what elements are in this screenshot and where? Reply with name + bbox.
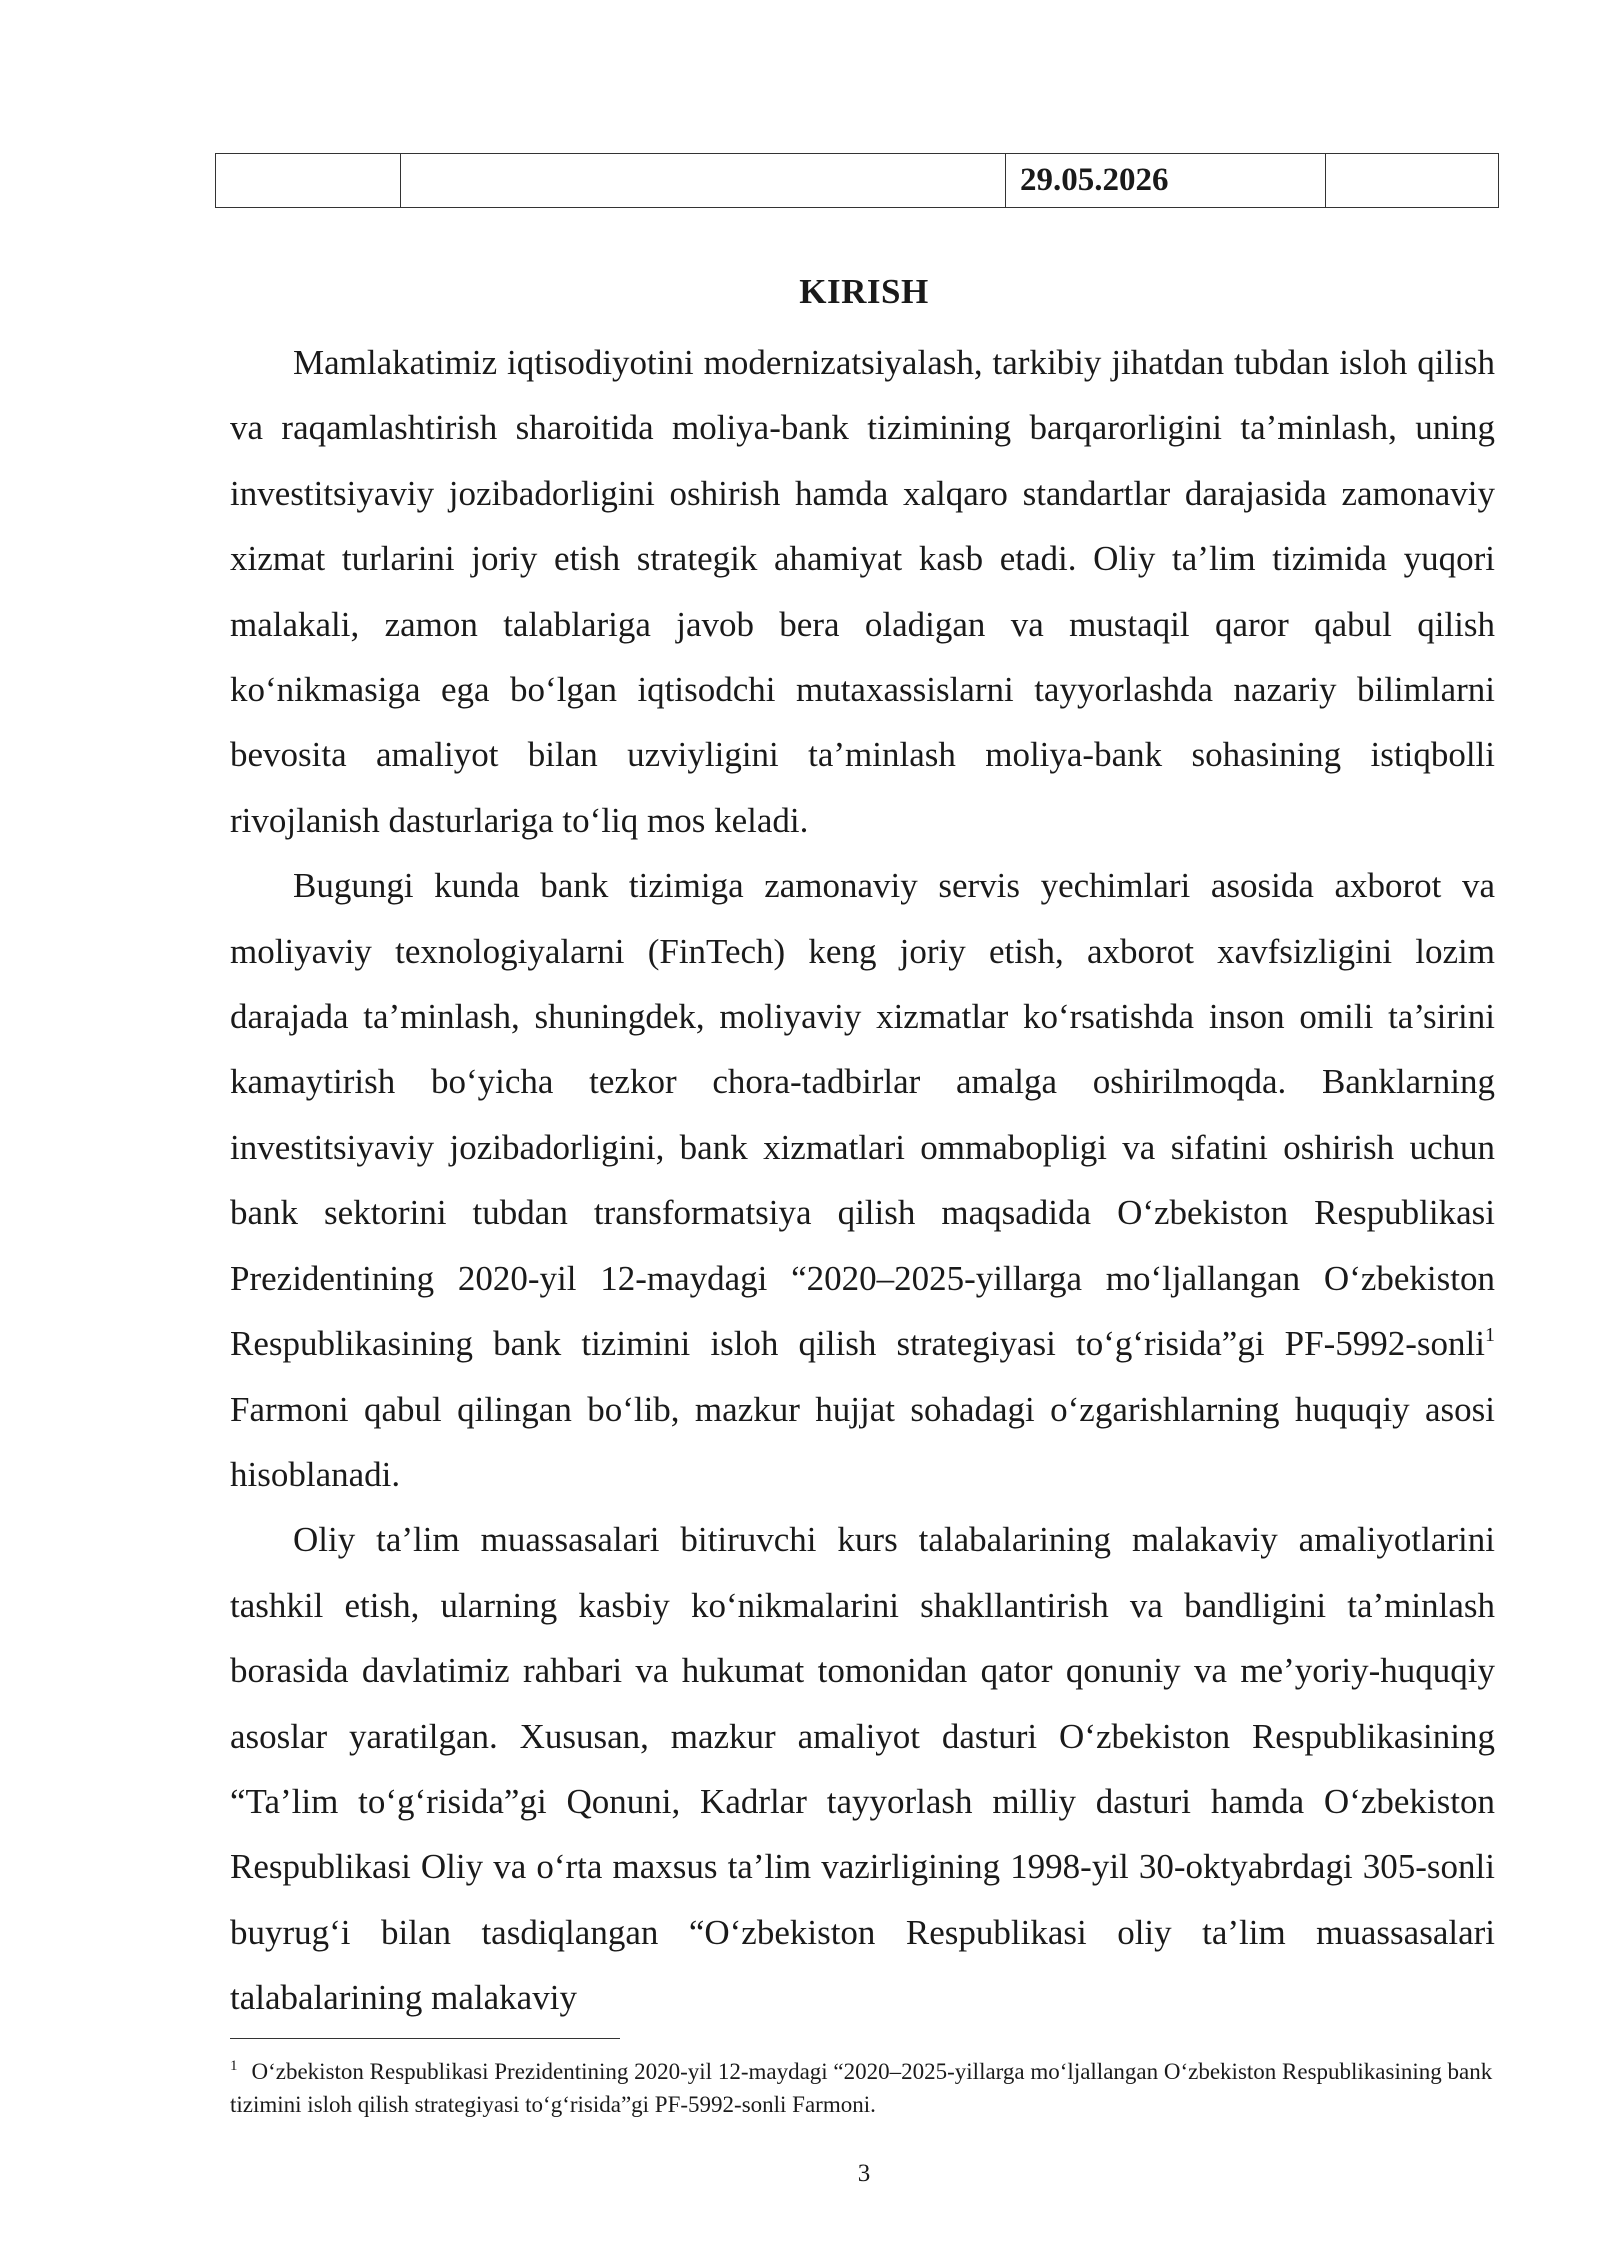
header-cell-2 bbox=[401, 154, 1006, 208]
paragraph-2 bbox=[230, 853, 1495, 1507]
page-number: 3 bbox=[857, 2160, 871, 2187]
paragraph-2-text-before-ref: Bugungi kunda bank tizimiga zamonaviy servis yechimlari asosida axborot va moliyaviy texnologiyalarni (FinTech) keng joriy etish, axborot xavfsizligini lozim darajada ta’minlash, shuningdek, moliyaviy xizmatlar ko‘rsatishda inson omili ta’sirini kamaytirish bo‘yicha tezkor chora-tadbirlar amalga oshirilmoqda. Banklarning investitsiyaviy jozibadorligini, bank xizmatlari ommabopligi va sifatini oshirish uchun bank sektorini tubdan transformatsiya qilish maqsadida O‘zbekiston Respublikasi Prezidentining 2020-yil 12-maydagi “2020–2025-yillarga mo‘ljallangan O‘zbekiston Respublikasining bank tizimini isloh qilish strategiyasi to‘g‘risida”gi PF-5992-sonli bbox=[230, 866, 1495, 1364]
footnote-separator bbox=[230, 2038, 620, 2039]
header-cell-1 bbox=[216, 154, 401, 208]
paragraph-3: Oliy ta’lim muassasalari bitiruvchi kurs talabalarining malakaviy amaliyotlarini tashkil etish, ularning kasbiy ko‘nikmalarini shakllantirish va bandligini ta’minlash borasida davlatimiz rahbari va hukumat tomonidan qator qonuniy va me’yoriy-huquqiy asoslar yaratilgan. Xususan, mazkur amaliyot dasturi O‘zbekiston Respublikasining “Ta’lim to‘g‘risida”gi Qonuni, Kadrlar tayyorlash milliy dasturi hamda O‘zbekiston Respublikasi Oliy va o‘rta maxsus ta’lim vazirligining 1998-yil 30-oktyabrdagi 305-sonli buyrug‘i bilan tasdiqlangan “O‘zbekiston Respublikasi oliy ta’lim muassasalari talabalarining malakaviy bbox=[230, 1520, 1495, 2018]
document-body bbox=[230, 330, 1495, 2031]
paragraph-1: Mamlakatimiz iqtisodiyotini modernizatsiyalash, tarkibiy jihatdan tubdan isloh qilish va raqamlashtirish sharoitida moliya-bank tizimining barqarorligini ta’minlash, uning investitsiyaviy jozibadorligini oshirish hamda xalqaro standartlar darajasida zamonaviy xizmat turlarini joriy etish strategik ahamiyat kasb etadi. Oliy ta’lim tizimida yuqori malakali, zamon talablariga javob bera oladigan va mustaqil qaror qabul qilish ko‘nikmasiga ega bo‘lgan iqtisodchi mutaxassislarni tayyorlashda nazariy bilimlarni bevosita amaliyot bilan uzviyligini ta’minlash moliya-bank sohasining istiqbolli rivojlanish dasturlariga to‘liq mos keladi. bbox=[230, 343, 1495, 840]
header-cell-4 bbox=[1326, 154, 1499, 208]
header-table bbox=[215, 153, 1499, 208]
footnote bbox=[230, 2055, 1495, 2121]
header-cell-date: 29.05.2026 bbox=[1006, 154, 1326, 208]
footnote-reference[interactable]: 1 bbox=[1485, 1324, 1495, 1347]
section-title: KIRISH bbox=[799, 272, 929, 311]
header-table-row bbox=[216, 154, 1499, 208]
footnote-mark: 1 bbox=[230, 2058, 238, 2074]
paragraph-2-text-after-ref: Farmoni qabul qilingan bo‘lib, mazkur hujjat sohadagi o‘zgarishlarning huquqiy asosi hisoblanadi. bbox=[230, 1389, 1495, 1494]
footnote-text: O‘zbekiston Respublikasi Prezidentining 2020-yil 12-maydagi “2020–2025-yillarga mo‘ljallangan O‘zbekiston Respublikasining bank tizimini isloh qilish strategiyasi to‘g‘risida”gi PF-5992-sonli Farmoni. bbox=[230, 2059, 1493, 2117]
